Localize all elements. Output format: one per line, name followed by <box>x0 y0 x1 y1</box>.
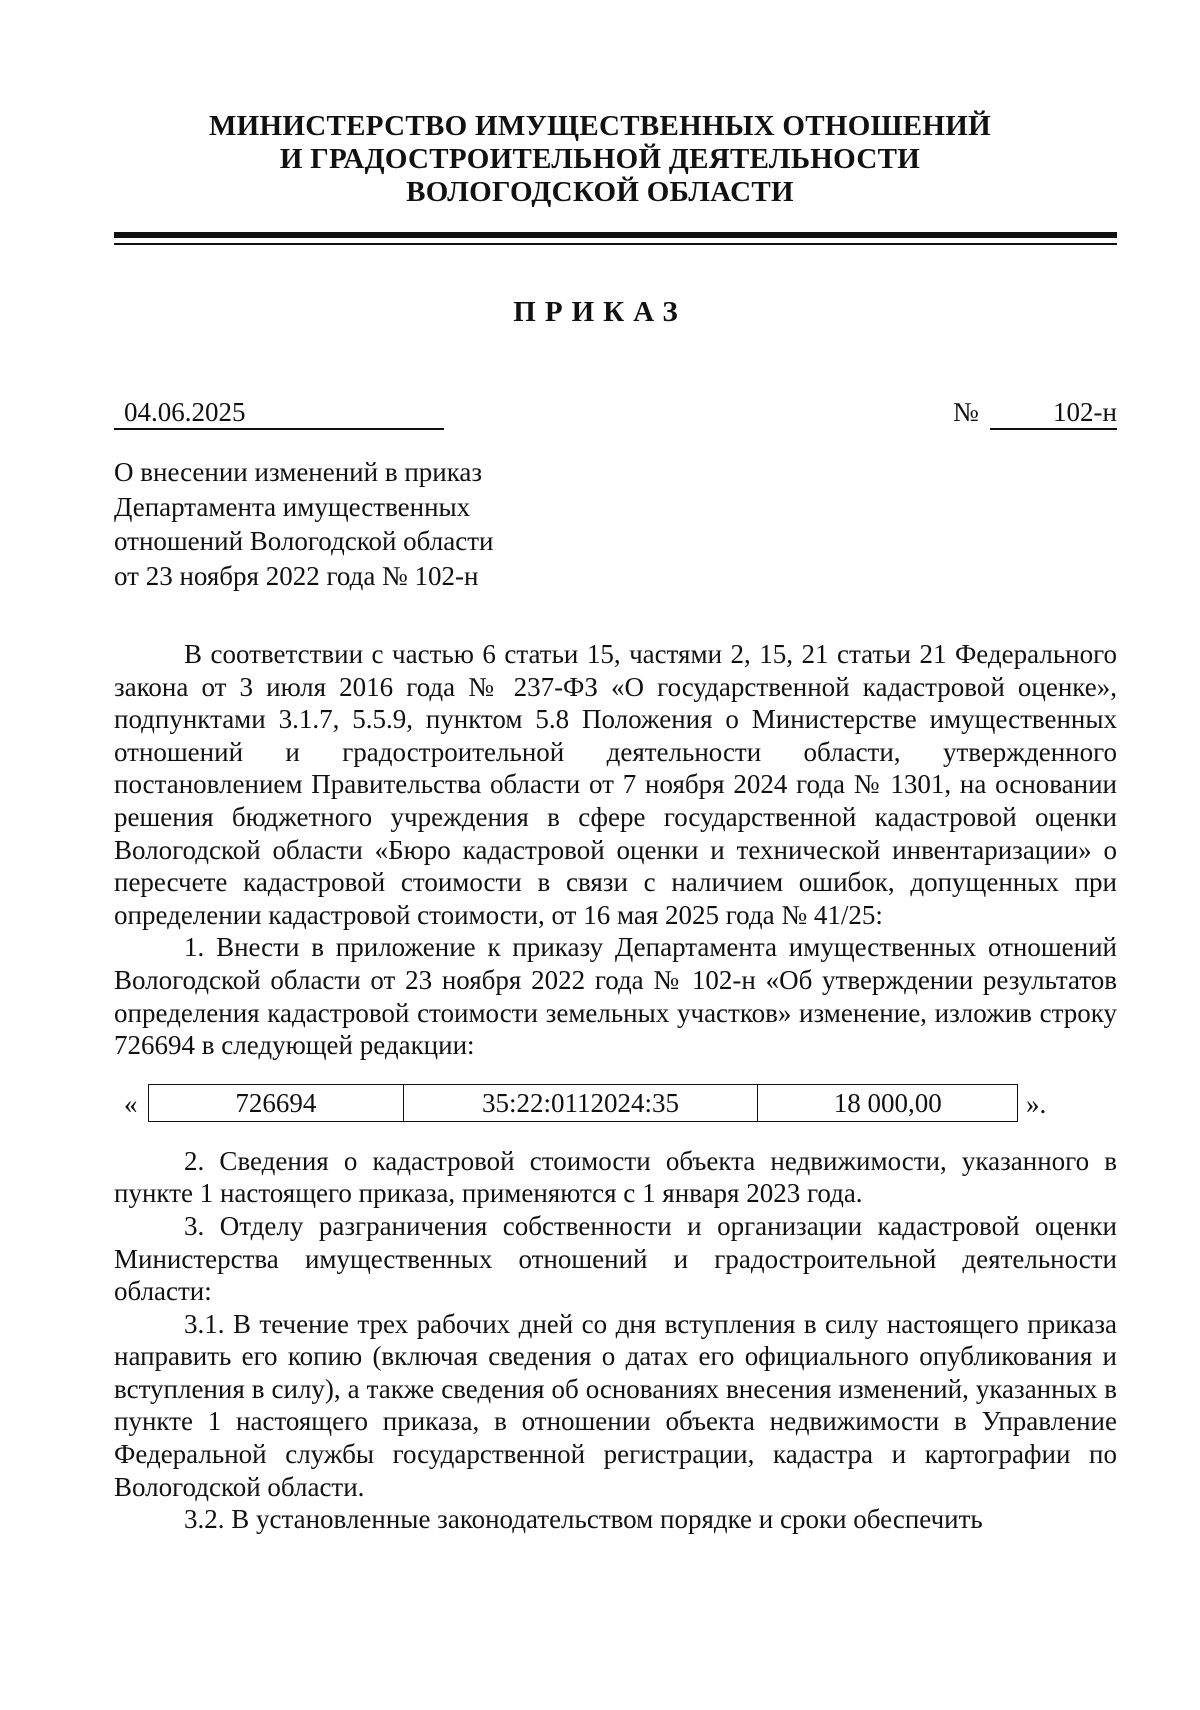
amended-row-table <box>148 1084 1018 1122</box>
header-line-2: И ГРАДОСТРОИТЕЛЬНОЙ ДЕЯТЕЛЬНОСТИ <box>279 143 921 175</box>
subject-line-3: отношений Вологодской области <box>114 526 494 556</box>
header-line-3: ВОЛОГОДСКОЙ ОБЛАСТИ <box>406 176 794 208</box>
item-1-paragraph: 1. Внести в приложение к приказу Департамента имущественных отношений Вологодской области от 23 ноября 2022 года № 102-н «Об утверждении результатов определения кадастровой стоимости земельных участков» изменение, изложив строку 726694 в следующей редакции: <box>114 932 1117 1061</box>
row-number-cell: 726694 <box>149 1084 404 1121</box>
item-2-paragraph: 2. Сведения о кадастровой стоимости объекта недвижимости, указанного в пункте 1 настоящего приказа, применяются с 1 января 2023 года. <box>114 1145 1117 1209</box>
order-number: 102-н <box>990 396 1117 430</box>
open-quote: « <box>124 1088 138 1119</box>
cadastral-value-cell: 18 000,00 <box>758 1084 1018 1121</box>
cadastral-number-cell: 35:22:0112024:35 <box>403 1084 758 1121</box>
item-3-2-paragraph: 3.2. В установленные законодательством порядке и сроки обеспечить <box>184 1504 983 1535</box>
order-date: 04.06.2025 <box>114 396 444 430</box>
order-body <box>114 638 1117 1536</box>
item-3-paragraph: 3. Отделу разграничения собственности и организации кадастровой оценки Министерства имущественных отношений и градостроительной деятельности области: <box>114 1210 1117 1307</box>
header-divider-thick <box>114 232 1117 238</box>
item-3-1-paragraph: 3.1. В течение трех рабочих дней со дня вступления в силу настоящего приказа направить его копию (включая сведения о датах его официального опубликования и вступления в силу), а также сведения об основаниях внесения изменений, указанных в пункте 1 настоящего приказа, в отношении объекта недвижимости в Управление Федеральной службы государственной регистрации, кадастра и картографии по Вологодской области. <box>114 1308 1117 1502</box>
header-divider-thin <box>114 243 1117 245</box>
subject-line-4: от 23 ноября 2022 года № 102-н <box>114 560 479 591</box>
number-sign: № <box>953 397 979 427</box>
close-quote: ». <box>1026 1088 1047 1119</box>
ministry-header <box>0 110 1200 209</box>
subject-line-1: О внесении изменений в приказ <box>114 457 483 487</box>
header-line-1: МИНИСТЕРСТВО ИМУЩЕСТВЕННЫХ ОТНОШЕНИЙ <box>208 110 991 142</box>
order-subject <box>114 455 564 593</box>
table-row <box>149 1084 1018 1121</box>
document-type-title: ПРИКАЗ <box>513 296 687 328</box>
amended-row-block <box>114 1084 1117 1124</box>
preamble-paragraph: В соответствии с частью 6 статьи 15, частями 2, 15, 21 статьи 21 Федерального закона от 3 июля 2016 года № 237-ФЗ «О государственной кадастровой оценке», подпунктами 3.1.7, 5.5.9, пунктом 5.8 Положения о Министерстве имущественных отношений и градостроительной деятельности области, утвержденного постановлением Правительства области от 7 ноября 2024 года № 1301, на основании решения бюджетного учреждения в сфере государственной кадастровой оценки Вологодской области «Бюро кадастровой оценки и технической инвентаризации» о пересчете кадастровой стоимости в связи с наличием ошибок, допущенных при определении кадастровой стоимости, от 16 мая 2025 года № 41/25: <box>114 639 1117 930</box>
subject-line-2: Департамента имущественных <box>114 491 471 522</box>
